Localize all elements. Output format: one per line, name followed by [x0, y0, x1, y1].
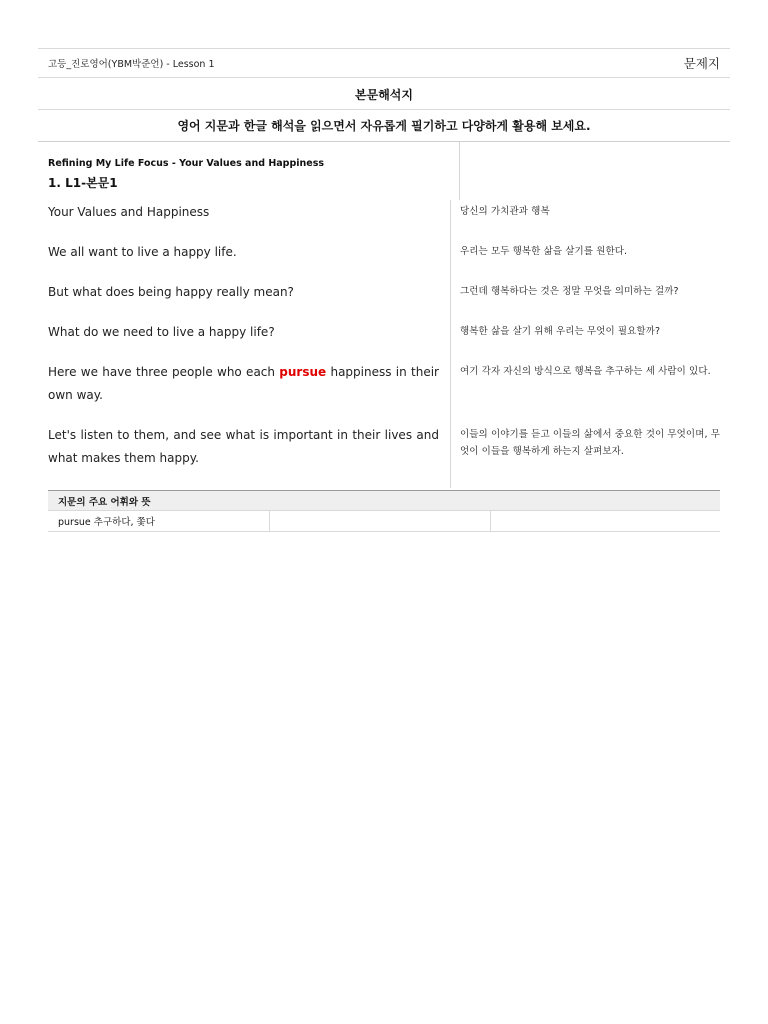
vocab-row — [48, 511, 720, 532]
highlighted-word: pursue — [279, 365, 327, 379]
english-sentence: But what does being happy really mean? — [48, 285, 294, 299]
vocab-cell — [491, 511, 720, 531]
passage-source: Refining My Life Focus - Your Values and Happiness — [48, 158, 325, 169]
english-sentence — [48, 361, 439, 406]
instruction-text: 영어 지문과 한글 해석을 읽으면서 자유롭게 필기하고 다양하게 활용해 보세요. — [38, 110, 730, 142]
korean-translation: 그런데 행복하다는 것은 정말 무엇을 의미하는 걸까? — [460, 286, 679, 297]
english-sentence: Let's listen to them, and see what is important in their lives and what makes them happy. — [48, 428, 439, 465]
korean-translation: 행복한 삶을 살기 위해 우리는 무엇이 필요할까? — [460, 326, 661, 337]
korean-translation: 당신의 가치관과 행복 — [460, 206, 550, 217]
vocab-cell — [270, 511, 491, 531]
column-divider — [450, 200, 451, 488]
vocab-table — [48, 490, 720, 532]
korean-translation: 이들의 이야기를 듣고 이들의 삶에서 중요한 것이 무엇이며, 무엇이 이들을 행복하게 하는지 살펴보자. — [460, 429, 721, 457]
page-title: 본문해석지 — [38, 79, 730, 110]
passage-header — [48, 158, 324, 191]
english-sentence: We all want to live a happy life. — [48, 245, 237, 259]
korean-translation: 여기 각자 자신의 방식으로 행복을 추구하는 세 사람이 있다. — [460, 366, 711, 377]
doc-type-label: 문제지 — [683, 56, 720, 71]
course-label: 고등_진로영어(YBM박준언) - Lesson 1 — [48, 59, 215, 70]
english-sentence: Your Values and Happiness — [48, 205, 210, 219]
column-divider-top — [459, 142, 460, 200]
sentence-text: Here we have three people who each — [48, 365, 280, 379]
vocab-header: 지문의 주요 어휘와 뜻 — [48, 491, 720, 511]
sentence-text: happiness in their own way. — [48, 365, 439, 402]
korean-translation: 우리는 모두 행복한 삶을 살기를 원한다. — [460, 246, 628, 257]
vocab-cell: pursue 추구하다, 쫓다 — [48, 511, 270, 531]
passage-title: 1. L1-본문1 — [48, 176, 118, 190]
english-sentence: What do we need to live a happy life? — [48, 325, 275, 339]
document-header — [38, 48, 730, 78]
